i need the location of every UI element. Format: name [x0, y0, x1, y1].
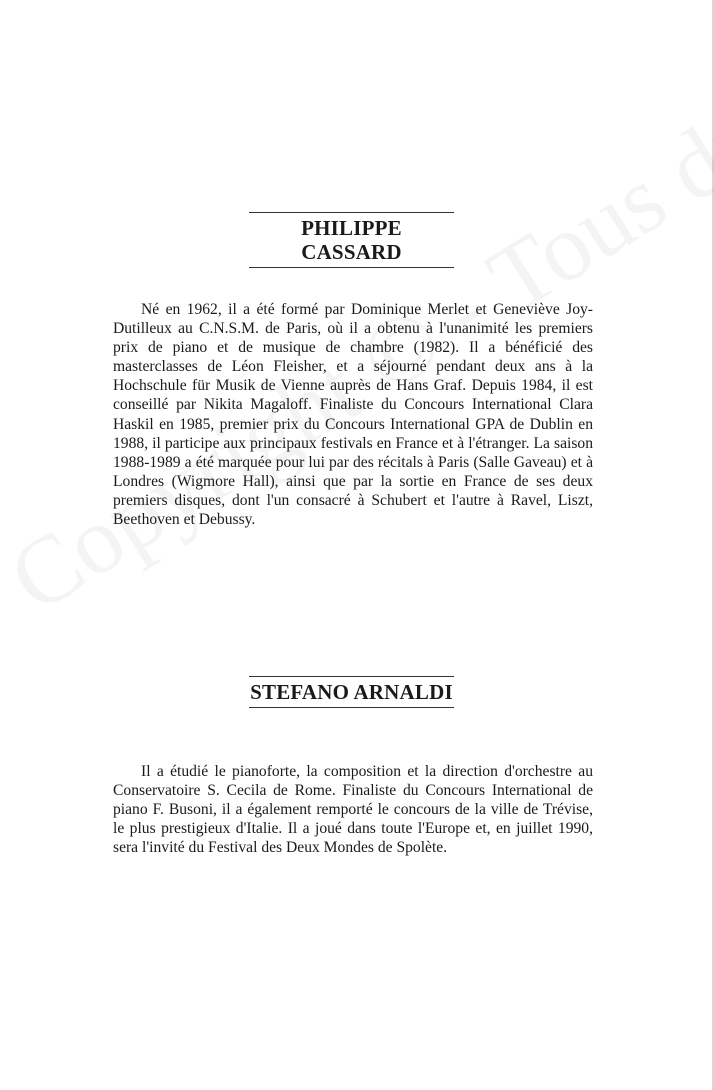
bio-stefano-arnaldi: Il a étudié le pianoforte, la composition et la direction d'orchestre au Conservatoire S. Cecila de Rome. Finaliste du Concours International de piano F. Busoni, il a également remporté le concours de la ville de Trévise, le plus prestigieux d'Italie. Il a joué dans toute l'Europe et, en juillet 1990, sera l'invité du Festival des Deux Mondes de Spolète. [113, 763, 593, 857]
bio-philippe-cassard: Né en 1962, il a été formé par Dominique Merlet et Geneviève Joy-Dutilleux au C.N.S.M. de Paris, où il a obtenu à l'unanimité les premiers prix de piano et de musique de chambre (1982). Il a bénéficié des masterclasses de Léon Fleisher, et a séjourné pendant deux ans à la Hochschule für Musik de Vienne auprès de Hans Graf. Depuis 1984, il est conseillé par Nikita Magaloff. Finaliste du Concours International Clara Haskil en 1985, premier prix du Concours International GPA de Dublin en 1988, il participe aux principaux festivals en France et à l'étranger. La saison 1988-1989 a été marquée pour lui par des récitals à Paris (Salle Gaveau) et à Londres (Wigmore Hall), ainsi que par la sortie en France de ses deux premiers disques, dont l'un consacré à Schubert et l'autre à Ravel, Liszt, Beethoven et Debussy. [113, 301, 593, 529]
section-title-philippe-cassard: PHILIPPE CASSARD [249, 212, 454, 268]
section-title-stefano-arnaldi: STEFANO ARNALDI [249, 676, 454, 708]
